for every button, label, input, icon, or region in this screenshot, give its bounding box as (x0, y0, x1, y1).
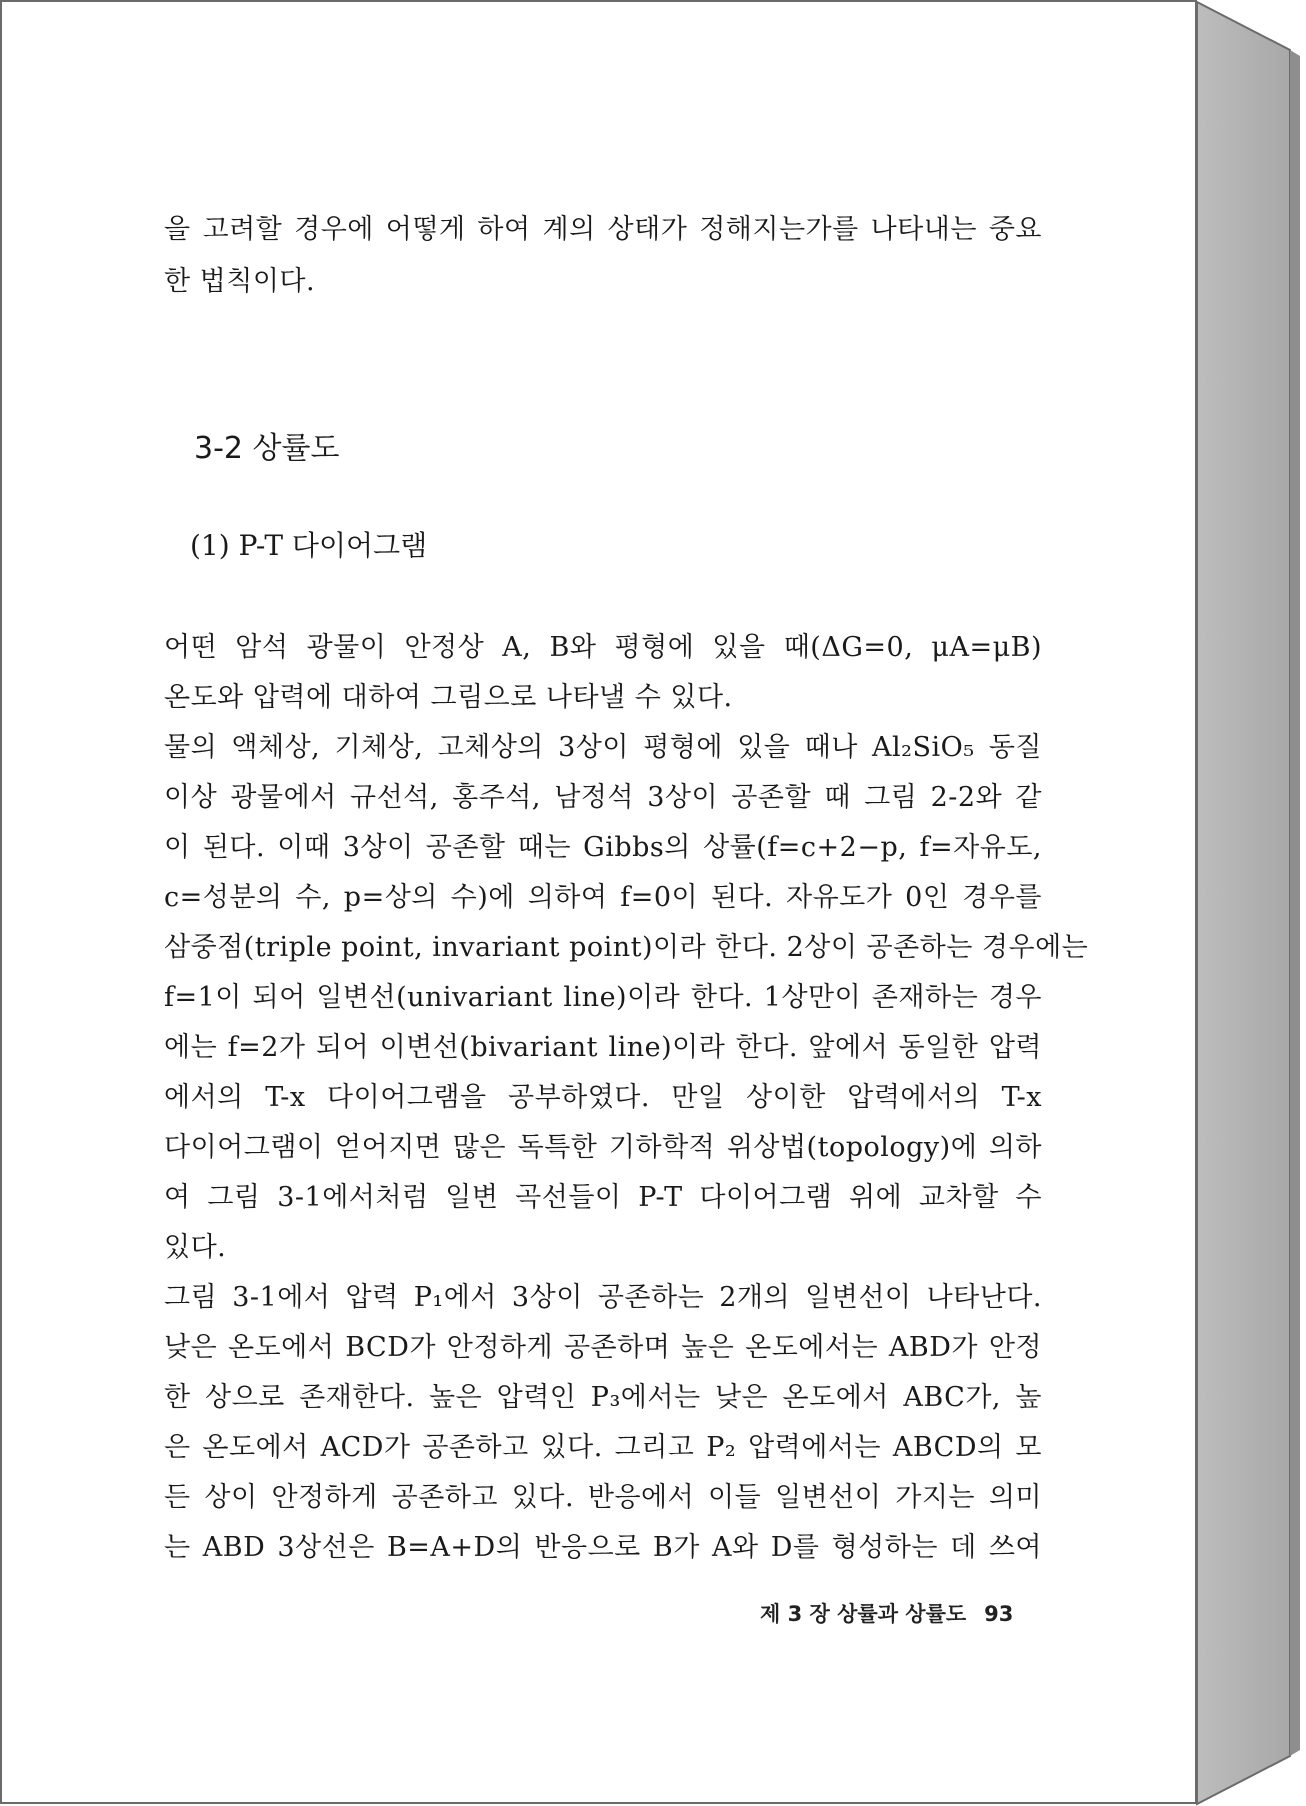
paragraph-line: 삼중점(triple point, invariant point)이라 한다. 2상이 공존하는 경우에는 (164, 932, 1089, 963)
paragraph-line: 여 그림 3-1에서처럼 일변 곡선들이 P-T 다이어그램 위에 교차할 수 (164, 1182, 1042, 1213)
paragraph-line: 물의 액체상, 기체상, 고체상의 3상이 평형에 있을 때나 Al₂SiO₅ 동질 (164, 732, 1042, 763)
paragraph-line: 한 상으로 존재한다. 높은 압력인 P₃에서는 낮은 온도에서 ABC가, 높 (164, 1382, 1042, 1413)
page-footer (760, 1598, 1013, 1628)
intro-line: 을 고려할 경우에 어떻게 하여 계의 상태가 정해지는가를 나타내는 중요 (164, 214, 1042, 245)
paragraph-line: c=성분의 수, p=상의 수)에 의하여 f=0이 된다. 자유도가 0인 경우를 (164, 882, 1042, 913)
paragraph-line: 이상 광물에서 규선석, 홍주석, 남정석 3상이 공존할 때 그림 2-2와 같 (164, 782, 1042, 813)
paragraph-line: 에서의 T-x 다이어그램을 공부하였다. 만일 상이한 압력에서의 T-x (164, 1082, 1042, 1113)
paragraph-line: 든 상이 안정하게 공존하고 있다. 반응에서 이들 일변선이 가지는 의미 (164, 1482, 1042, 1513)
intro-line: 한 법칙이다. (164, 266, 316, 297)
paragraph-line: 이 된다. 이때 3상이 공존할 때는 Gibbs의 상률(f=c+2−p, f=자유도, (164, 832, 1042, 863)
paragraph-line: 는 ABD 3상선은 B=A+D의 반응으로 B가 A와 D를 형성하는 데 쓰여 (164, 1532, 1042, 1563)
footer-chapter-title: 제 3 장 상률과 상률도 (760, 1602, 967, 1626)
paragraph-line: 어떤 암석 광물이 안정상 A, B와 평형에 있을 때(ΔG=0, μA=μB) (164, 632, 1042, 663)
paragraph-line: 에는 f=2가 되어 이변선(bivariant line)이라 한다. 앞에서 동일한 압력 (164, 1032, 1042, 1063)
paragraph-line: f=1이 되어 일변선(univariant line)이라 한다. 1상만이 존재하는 경우 (164, 982, 1042, 1013)
paragraph-line: 온도와 압력에 대하여 그림으로 나타낼 수 있다. (164, 682, 733, 713)
paragraph-line: 있다. (164, 1232, 227, 1263)
page-number: 93 (984, 1602, 1014, 1626)
paragraph-line: 다이어그램이 얻어지면 많은 독특한 기하학적 위상법(topology)에 의하 (164, 1132, 1042, 1163)
paragraph-line: 은 온도에서 ACD가 공존하고 있다. 그리고 P₂ 압력에서는 ABCD의 모 (164, 1432, 1042, 1463)
paragraph-line: 낮은 온도에서 BCD가 안정하게 공존하며 높은 온도에서는 ABD가 안정 (164, 1332, 1042, 1363)
subsection-heading: (1) P-T 다이어그램 (190, 529, 428, 562)
paragraph-line: 그림 3-1에서 압력 P₁에서 3상이 공존하는 2개의 일변선이 나타난다. (164, 1282, 1042, 1313)
section-heading: 3-2 상률도 (194, 431, 340, 466)
